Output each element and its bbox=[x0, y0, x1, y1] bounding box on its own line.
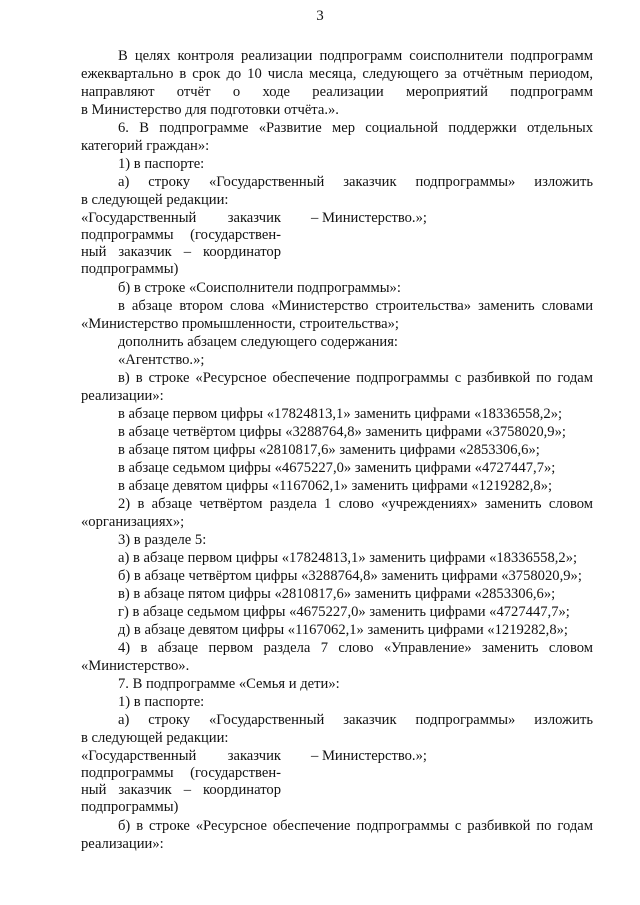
text-line: 2) в абзаце четвёртом раздела 1 слово «учреждениях» заменить словом bbox=[118, 496, 593, 512]
text-line: в) в строке «Ресурсное обеспечение подпрограммы с разбивкой по годам bbox=[118, 370, 593, 386]
text-line: в абзаце девятом цифры «1167062,1» заменить цифрами «1219282,8»; bbox=[118, 478, 553, 494]
table-cell-right: – Министерство.»; bbox=[311, 210, 427, 226]
text-line: В целях контроля реализации подпрограмм соисполнители подпрограмм bbox=[118, 48, 593, 64]
text-line: 1) в паспорте: bbox=[118, 156, 205, 172]
text-line: г) в абзаце седьмом цифры «4675227,0» заменить цифрами «4727447,7»; bbox=[118, 604, 570, 620]
text-line: в абзаце седьмом цифры «4675227,0» заменить цифрами «4727447,7»; bbox=[118, 460, 556, 476]
text-line: 4) в абзаце первом раздела 7 слово «Управление» заменить словом bbox=[118, 640, 593, 656]
text-line: а) строку «Государственный заказчик подпрограммы» изложить bbox=[118, 712, 593, 728]
table-cell-left: «Государственный заказчик bbox=[81, 748, 281, 764]
text-line: в следующей редакции: bbox=[81, 730, 229, 746]
table-cell-left: ный заказчик – координатор bbox=[81, 782, 281, 798]
text-line: «Министерство промышленности, строительства»; bbox=[81, 316, 399, 332]
table-cell-left: подпрограммы (государствен- bbox=[81, 765, 281, 781]
page-number: 3 bbox=[316, 8, 324, 24]
text-line: дополнить абзацем следующего содержания: bbox=[118, 334, 398, 350]
text-line: «Агентство.»; bbox=[118, 352, 205, 368]
text-line: д) в абзаце девятом цифры «1167062,1» заменить цифрами «1219282,8»; bbox=[118, 622, 568, 638]
text-line: а) в абзаце первом цифры «17824813,1» заменить цифрами «18336558,2»; bbox=[118, 550, 578, 566]
table-cell-left: подпрограммы) bbox=[81, 261, 179, 277]
text-line: в абзаце втором слова «Министерство строительства» заменить словами bbox=[118, 298, 593, 314]
text-line: б) в абзаце четвёртом цифры «3288764,8» заменить цифрами «3758020,9»; bbox=[118, 568, 582, 584]
table-cell-left: подпрограммы) bbox=[81, 799, 179, 815]
text-line: в следующей редакции: bbox=[81, 192, 229, 208]
text-line: в абзаце пятом цифры «2810817,6» заменить цифрами «2853306,6»; bbox=[118, 442, 540, 458]
text-line: 7. В подпрограмме «Семья и дети»: bbox=[118, 676, 340, 692]
text-line: реализации»: bbox=[81, 836, 164, 852]
text-line: 6. В подпрограмме «Развитие мер социальной поддержки отдельных bbox=[118, 120, 593, 136]
text-line: в абзаце четвёртом цифры «3288764,8» заменить цифрами «3758020,9»; bbox=[118, 424, 566, 440]
text-line: «Министерство». bbox=[81, 658, 190, 674]
text-line: в Министерство для подготовки отчёта.». bbox=[81, 102, 339, 118]
table-cell-left: ный заказчик – координатор bbox=[81, 244, 281, 260]
text-line: категорий граждан»: bbox=[81, 138, 210, 154]
text-line: б) в строке «Ресурсное обеспечение подпрограммы с разбивкой по годам bbox=[118, 818, 593, 834]
text-line: ежеквартально в срок до 10 числа месяца, следующего за отчётным периодом, bbox=[81, 66, 593, 82]
text-line: 3) в разделе 5: bbox=[118, 532, 207, 548]
text-line: в абзаце первом цифры «17824813,1» заменить цифрами «18336558,2»; bbox=[118, 406, 563, 422]
table-cell-right: – Министерство.»; bbox=[311, 748, 427, 764]
text-line: реализации»: bbox=[81, 388, 164, 404]
text-line: в) в абзаце пятом цифры «2810817,6» заменить цифрами «2853306,6»; bbox=[118, 586, 556, 602]
text-line: а) строку «Государственный заказчик подпрограммы» изложить bbox=[118, 174, 593, 190]
table-cell-left: подпрограммы (государствен- bbox=[81, 227, 281, 243]
text-line: 1) в паспорте: bbox=[118, 694, 205, 710]
text-line: направляют отчёт о ходе реализации мероприятий подпрограмм bbox=[81, 84, 593, 100]
text-line: б) в строке «Соисполнители подпрограммы»: bbox=[118, 280, 401, 296]
table-cell-left: «Государственный заказчик bbox=[81, 210, 281, 226]
text-line: «организациях»; bbox=[81, 514, 185, 530]
